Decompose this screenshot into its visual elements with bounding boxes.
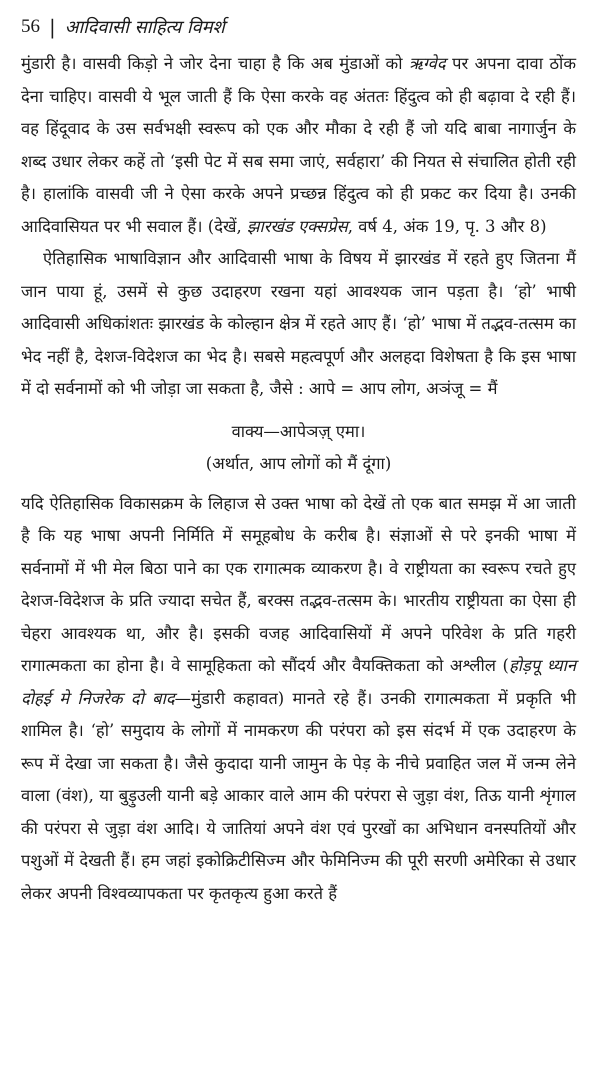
text-run: पर अपना दावा ठोंक देना चाहिए। वासवी ये भूल जाती हैं कि ऐसा करके वह अंततः हिंदुत्व को ही बढ़ावा दे रही हैं। वह हिंदूवाद के उस सर्वभक्षी स्वरूप को एक और मौका दे रही हैं जो यदि बाबा नागार्जुन के शब्द उधार लेकर कहें तो ‘इसी पेट में सब समा जाएं, सर्वहारा’ की नियत से संचालित होती रही है। हालांकि वासवी जी ने ऐसा करके अपने प्रच्छन्न हिंदुत्व को ही प्रकट कर दिया है। उनकी आदिवासियत पर भी सवाल हैं। (देखें, [21,54,576,236]
example-block [21,416,576,480]
header-divider: | [49,15,56,39]
text-run: , वर्ष 4, अंक 19, पृ. 3 और 8) [347,216,547,236]
running-title: आदिवासी साहित्य विमर्श [64,17,225,38]
text-run: —मुंडारी कहावत) मानते रहे हैं। उनकी रागात्मकता में प्रकृति भी शामिल है। ‘हो’ समुदाय के लोगों में नामकरण की परंपरा को इस संदर्भ में एक उदाहरण के रूप में देखा जा सकता है। जैसे कुदादा यानी जामुन के पेड़ के नीचे प्रवाहित जल में जन्म लेने वाला (वंश), या बुड़ुउली यानी बड़े आकार वाले आम की परंपरा से जुड़ा वंश, तिऊ यानी शृंगाल की परंपरा से जुड़ा वंश आदि। ये जातियां अपने वंश एवं पुरखों का अभिधान वनस्पतियों और पशुओं में देखती हैं। हम जहां इकोक्रिटीसिज्म और फेमिनिज्म की पूरी सरणी अमेरिका से उधार लेकर अपनी विश्वव्यापकता पर कृतकृत्य हुआ करते हैं [21,688,576,903]
paragraph-1 [21,48,576,243]
page-header [21,10,576,44]
page-body [21,48,576,910]
italic-title-jharkhand-express: झारखंड एक्सप्रेस [246,216,348,236]
example-translation: (अर्थात, आप लोगों को मैं दूंगा) [205,453,392,473]
italic-term-rigveda: ऋग्वेद [408,54,446,73]
page-number: 56 [21,16,40,37]
paragraph-2: ऐतिहासिक भाषाविज्ञान और आदिवासी भाषा के विषय में झारखंड में रहते हुए जितना मैं जान पाया हूं, उसमें से कुछ उदाहरण रखना यहां आवश्यक जान पड़ता है। ‘हो’ भाषी आदिवासी अधिकांशतः झारखंड के कोल्हान क्षेत्र में रहते आए हैं। ‘हो’ भाषा में तद्भव-तत्सम का भेद नहीं है, देशज-विदेशज का भेद है। सबसे महत्वपूर्ण और अलहदा विशेषता है कि इस भाषा में दो सर्वनामों को भी जोड़ा जा सकता है, जैसे : आपे = आप लोग, अञंजू = मैं [21,249,576,398]
example-sentence: वाक्य—आपेञज़् एमा। [231,421,366,441]
text-run: यदि ऐतिहासिक विकासक्रम के लिहाज से उक्त भाषा को देखें तो एक बात समझ में आ जाती है कि यह भाषा अपनी निर्मिति में समूहबोध के करीब है। संज्ञाओं से परे इनकी भाषा में सर्वनामों में भी मेल बिठा पाने का एक रागात्मक व्याकरण है। वे राष्ट्रीयता का स्वरूप रचते हुए देशज-विदेशज के प्रति ज्यादा सचेत हैं, बरक्स तद्भव-तत्सम के। भारतीय राष्ट्रीयता का ऐसा ही चेहरा आवश्यक था, और है। इसकी वजह आदिवासियों में अपने परिवेश के प्रति गहरी रागात्मकता का होना है। वे सामूहिकता को सौंदर्य और वैयक्तिकता को अश्लील ( [21,493,576,675]
text-run: मुंडारी है। वासवी किड़ो ने जोर देना चाहा है कि अब मुंडाओं को [21,54,409,73]
paragraph-3 [21,488,576,911]
italic-proverb: होड़पू ध्यान दोहई मे निजरेक दो बाद [21,656,576,708]
